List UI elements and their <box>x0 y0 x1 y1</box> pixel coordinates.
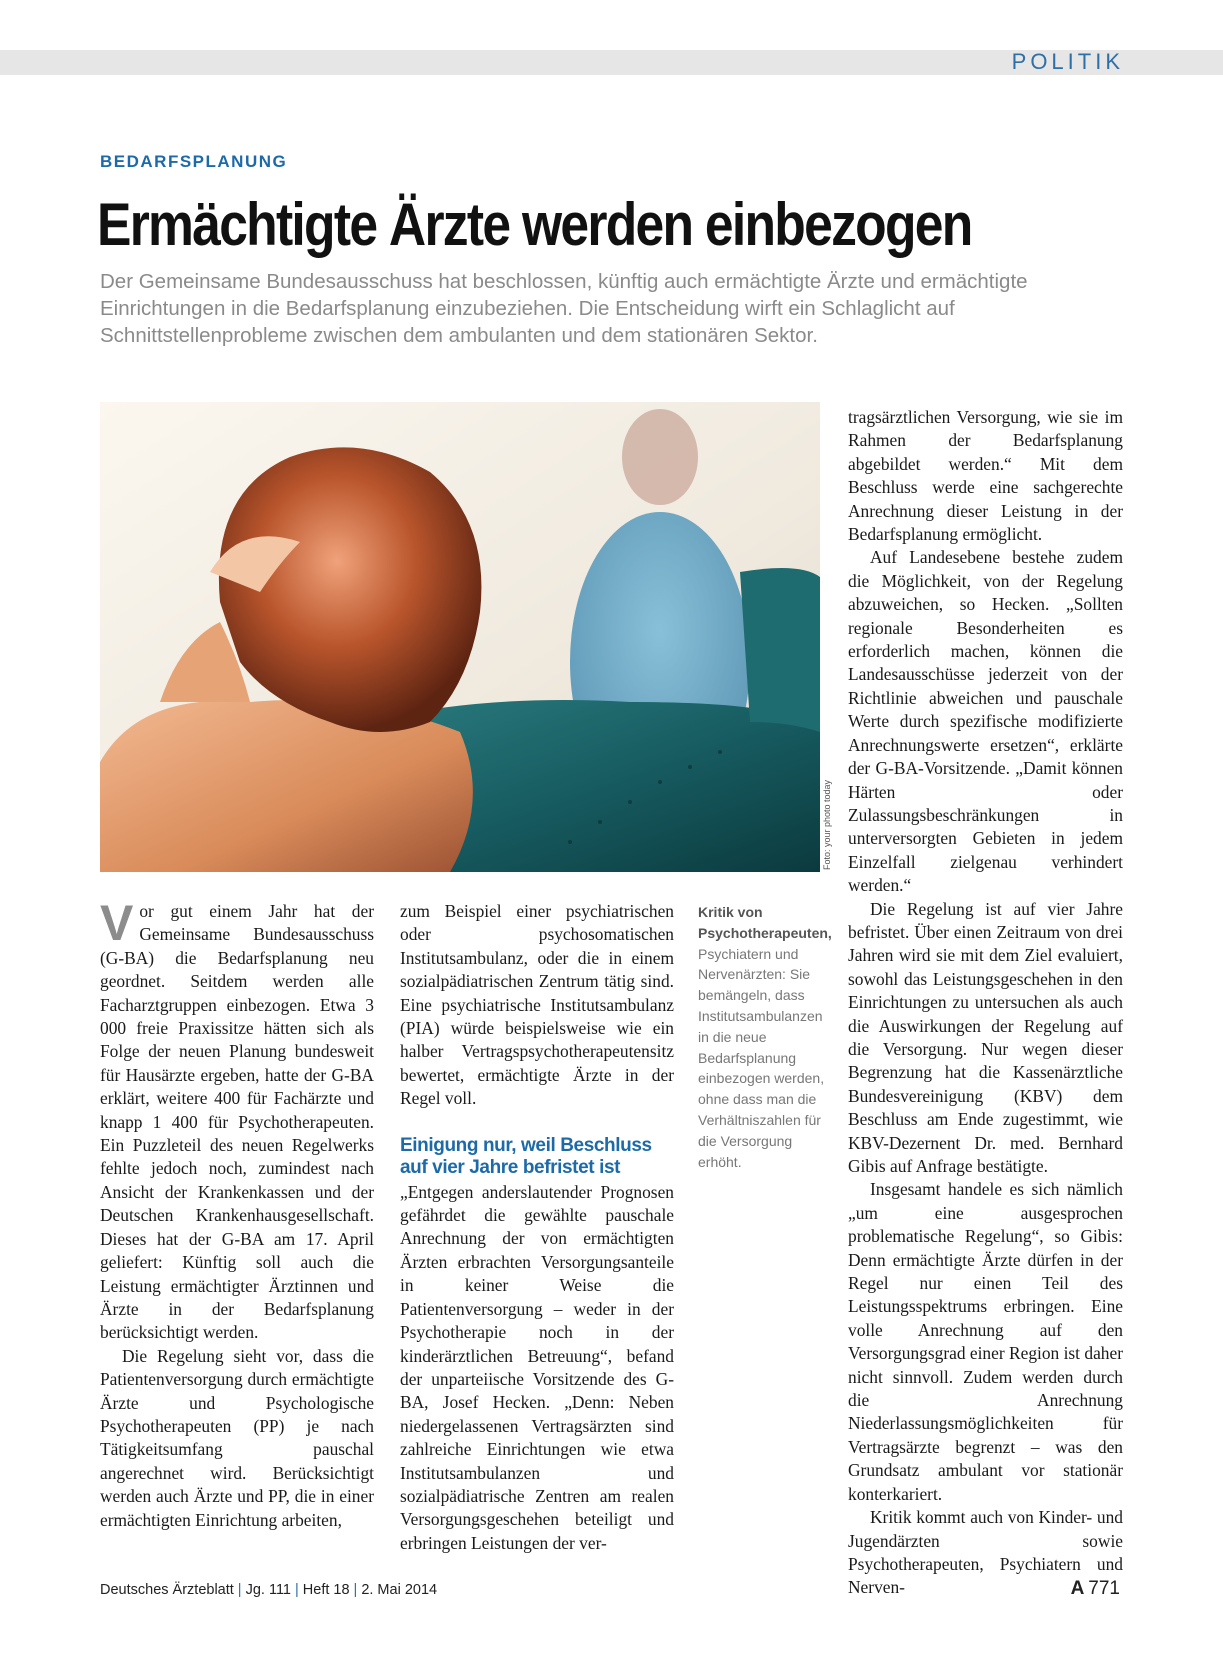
photo-credit: Foto: your photo today <box>822 779 832 870</box>
paragraph-8: Insgesamt handele es sich nämlich „um eine ausgesprochen problematische Regelung“, so Gibis: Denn ermächtigte Ärzte dürfen in der Regel nur einen Teil des Leistungsspektrums erbringen. Eine volle Anrechnung auf den Versorgungsgrad einer Region ist daher nicht sinnvoll. Zudem werden durch die Anrechnung Niederlassungsmöglichkeiten für Vertragsärzte begrenzt – was den Grundsatz ambulant vor stationär konterkariert. <box>848 1179 1123 1504</box>
article-lead: Der Gemeinsame Bundesausschuss hat beschlossen, künftig auch ermächtigte Ärzte und ermächtigte Einrichtungen in die Bedarfsplanung einzubeziehen. Die Entscheidung wirft ein Schlaglicht auf Schnittstellenprobleme zwischen dem ambulanten und dem stationären Sektor. <box>100 270 1028 347</box>
paragraph-4: „Entgegen anderslautender Prognosen gefährdet die gewählte pauschale Anrechnung der von ermächtigten Ärzten erbrachten Versorgungsanteile in keiner Weise die Patientenversorgung – weder in der Psychotherapie noch in der kinderärztlichen Betreuung“, befand der unparteiische Vorsitzende des G-BA, Josef Hecken. „Denn: Neben niedergelassenen Vertragsärzten sind zahlreiche Einrichtungen wie etwa Institutsambulanzen und sozialpädiatrische Zentren am realen Versorgungsgeschehen beteiligt und erbringen Leistungen der ver- <box>400 1181 674 1553</box>
article-title: Ermächtigte Ärzte werden einbezogen <box>97 191 972 258</box>
issue-date: 2. Mai 2014 <box>361 1582 438 1598</box>
article-kicker: BEDARFSPLANUNG <box>100 152 288 171</box>
article-photo <box>100 402 820 872</box>
caption-text: Psychiatern und Nervenärzten: Sie bemängeln, dass Institutsambulanzen in die neue Bedarfsplanung einbezogen werden, ohne dass man die Verhältniszahlen für die Versorgung erhöht. <box>698 945 825 1170</box>
paragraph-5: tragsärztlichen Versorgung, wie sie im Rahmen der Bedarfsplanung abgebildet werden.“ Mit dem Beschluss werde eine sachgerechte Anrechnung dieser Leistung in der Bedarfsplanung ermöglicht. <box>848 407 1123 545</box>
page-footer: Deutsches Ärzteblatt | Jg. 111 | Heft 18 | 2. Mai 2014 <box>100 1582 438 1598</box>
paragraph-3: zum Beispiel einer psychiatrischen oder psychosomatischen Institutsambulanz, oder die in einem sozialpädiatrischen Zentrum tätig sind. Eine psychiatrische Institutsambulanz (PIA) würde beispielsweise wie ein halber Vertragspsychotherapeutensitz bewertet, ermächtigte Ärzte in der Regel voll. <box>400 901 674 1109</box>
issue: Heft 18 <box>302 1582 350 1598</box>
paragraph-6: Auf Landesebene bestehe zudem die Möglichkeit, von der Regelung abzuweichen, so Hecken. „Sollten regionale Besonderheiten es erforderlich machen, können die Landesausschüsse jederzeit von der Richtlinie abweichen und pauschale Werte durch spezifische modifizierte Anrechnungswerte ersetzen“, erklärte der G-BA-Vorsitzende. „Damit können Härten oder Zulassungsbeschränkungen in unterversorgten Gebieten in jedem Einzelfall zielgenau verhindert werden.“ <box>848 547 1123 896</box>
paragraph-2: Die Regelung sieht vor, dass die Patientenversorgung durch ermächtigte Ärzte und Psychologische Psychotherapeuten (PP) je nach Tätigkeitsumfang pauschal angerechnet wird. Berücksichtigt werden auch Ärzte und PP, die in einer ermächtigten Einrichtung arbeiten, <box>100 1345 374 1530</box>
publication-name: Deutsches Ärzteblatt <box>100 1582 234 1598</box>
caption-bold: Kritik von Psychotherapeuten, <box>698 904 832 941</box>
volume: Jg. 111 <box>245 1582 291 1598</box>
drop-cap: V <box>100 895 134 951</box>
paragraph-7: Die Regelung ist auf vier Jahre befristet. Über einen Zeitraum von drei Jahren wird sie mit dem Ziel evaluiert, sowohl das Leistungsgeschehen in den Einrichtungen zu untersuchen als auch die Auswirkungen der Regelung auf die Versorgung. Nur wegen dieser Begrenzung hat die Kassenärztliche Bundesvereinigung (KBV) dem Beschluss am Ende zugestimmt, wie KBV-Dezernent Dr. med. Bernhard Gibis auf Anfrage bestätigte. <box>848 898 1123 1176</box>
section-label: POLITIK <box>1011 49 1124 74</box>
column-3 <box>848 406 1123 1600</box>
paragraph-1: Vor gut einem Jahr hat der Gemeinsame Bundesausschuss (G-BA) die Bedarfsplanung neu geordnet. Seitdem werden alle Facharztgruppen einbezogen. Etwa 3 000 freie Praxissitze hätten sich als Folge der neuen Planung bundesweit für Hausärzte ergeben, hatte der G-BA erklärt, weitere 400 für Fachärzte und knapp 1 400 für Psychotherapeuten. Ein Puzzleteil des neuen Regelwerks fehlte jedoch noch, zumindest nach Ansicht der Krankenkassen und der Deutschen Krankenhausgesellschaft. Dieses hat der G-BA am 17. April geliefert: Künftig soll auch die Leistung ermächtigter Ärztinnen und Ärzte in der Bedarfsplanung berücksichtigt werden. <box>100 895 374 1343</box>
page-number: A 771 <box>1070 1578 1120 1599</box>
photo-caption <box>698 902 832 1172</box>
column-1 <box>100 895 374 1532</box>
article-subhead: Einigung nur, weil Beschluss auf vier Jahre befristet ist <box>400 1134 652 1178</box>
column-2 <box>400 900 674 1555</box>
paragraph-9: Kritik kommt auch von Kinder- und Jugendärzten sowie Psychotherapeuten, Psychiatern und Nerven- <box>848 1507 1123 1598</box>
